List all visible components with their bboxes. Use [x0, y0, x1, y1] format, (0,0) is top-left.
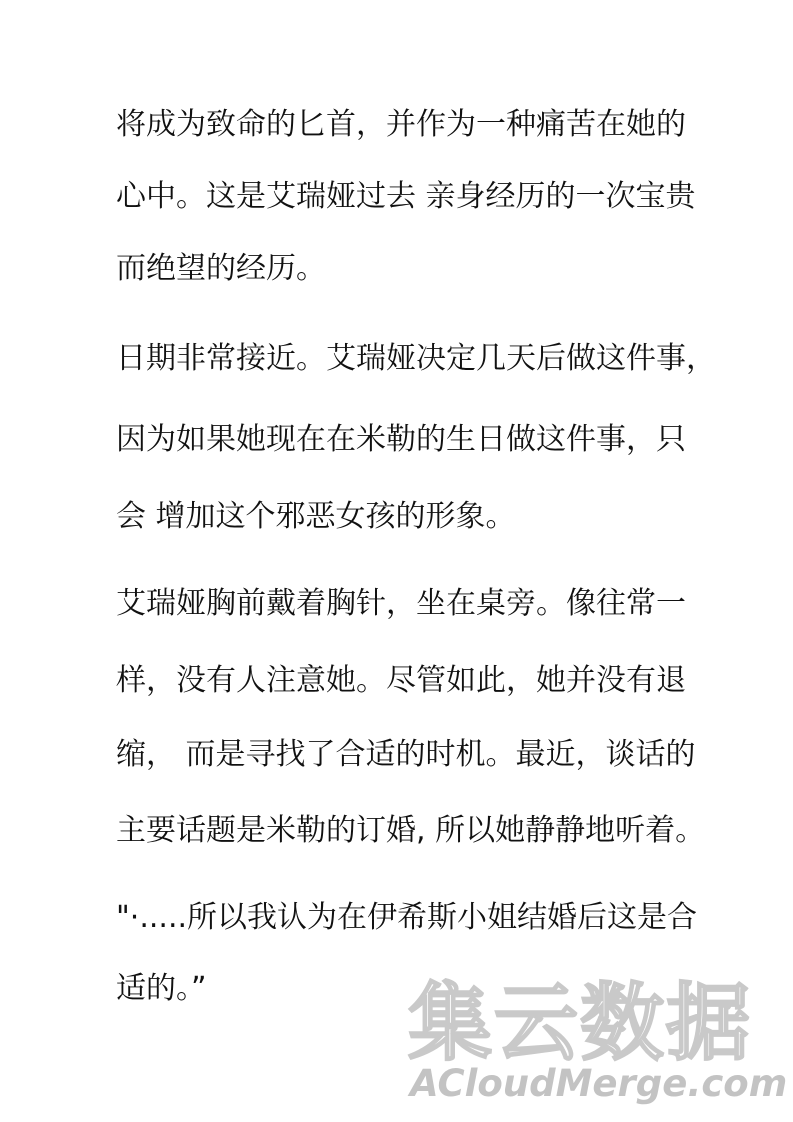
text-line: 主要话题是米勒的订婚, 所以她静静地听着。: [116, 813, 706, 848]
text-line: 因为如果她现在在米勒的生日做这件事，只: [116, 422, 686, 457]
text-line: "·.....所以我认为在伊希斯小姐结婚后这是合: [116, 900, 698, 935]
watermark-chinese-text: 集云数据: [408, 974, 753, 1072]
text-line: 会 增加这个邪恶女孩的形象。: [116, 499, 516, 534]
text-line: 心中。这是艾瑞娅过去 亲身经历的一次宝贵: [116, 179, 696, 214]
watermark-english-text: ACloudMerge.com: [410, 1062, 788, 1105]
text-line: 适的。”: [116, 971, 207, 1006]
text-line: 缩， 而是寻找了合适的时机。最近，谈话的: [116, 737, 696, 772]
text-line: 样，没有人注意她。尽管如此，她并没有退: [116, 663, 686, 698]
text-line: 艾瑞娅胸前戴着胸针，坐在桌旁。像往常一: [116, 586, 686, 621]
text-line: 日期非常接近。艾瑞娅决定几天后做这件事，: [116, 341, 716, 376]
watermark: [408, 974, 788, 1118]
text-line: 而绝望的经历。: [116, 251, 326, 286]
text-line: 将成为致命的匕首，并作为一种痛苦在她的: [116, 107, 686, 142]
